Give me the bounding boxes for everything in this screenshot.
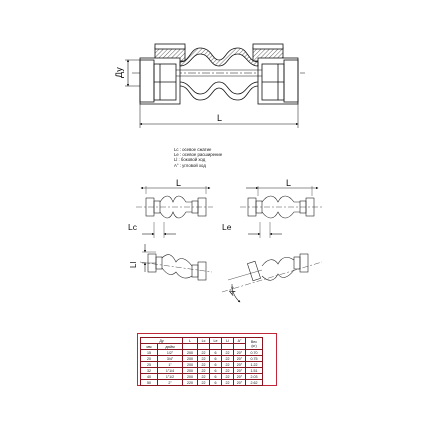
cell-weight: 2.03 <box>246 374 263 380</box>
cell-weight: 0.75 <box>246 356 263 362</box>
cell-lateral: 22 <box>222 356 234 362</box>
length-label-top: L <box>217 113 223 123</box>
header-weight: Вес (кг) <box>246 338 263 350</box>
cell-weight: 2.62 <box>246 380 263 386</box>
angular-label: A° <box>226 285 239 297</box>
compression-joint-sketch <box>136 186 213 238</box>
cell-angle: 20° <box>234 350 246 356</box>
cell-compression: 22 <box>198 374 210 380</box>
cell-compression: 22 <box>198 350 210 356</box>
legend-item-angular: A° : угловой ход <box>174 162 206 168</box>
cell-dn-inch: 1/2" <box>158 350 183 356</box>
subheader-inch: дюйм <box>158 344 183 350</box>
cell-extension: 6 <box>210 362 222 368</box>
spec-table <box>140 337 263 386</box>
cell-dn-inch: 1"1/2 <box>158 374 183 380</box>
legend-item-extension: Le : осевое расширение <box>174 152 223 158</box>
cell-extension: 6 <box>210 368 222 374</box>
header-dn: Ду <box>141 338 183 344</box>
length-label-right: L <box>286 178 292 188</box>
angular-joint-sketch <box>222 254 322 302</box>
cell-length: 220 <box>183 380 198 386</box>
legend-item-lateral: Ll : боковой ход <box>174 157 206 163</box>
extension-joint-sketch <box>240 186 322 238</box>
cell-lateral: 22 <box>222 380 234 386</box>
cell-angle: 20° <box>234 362 246 368</box>
cell-length: 200 <box>183 356 198 362</box>
joint-section-view <box>125 44 305 128</box>
header-angular: A° <box>234 338 246 344</box>
cell-dn-mm: 20 <box>141 356 158 362</box>
header-compression: Lc <box>198 338 210 344</box>
cell-compression: 22 <box>198 356 210 362</box>
length-label-left: L <box>176 178 182 188</box>
cell-dn-mm: 25 <box>141 362 158 368</box>
cell-angle: 20° <box>234 356 246 362</box>
table-row <box>141 380 263 386</box>
lateral-label: Ll <box>129 261 138 268</box>
compression-label: Lc <box>128 222 137 232</box>
cell-angle: 20° <box>234 374 246 380</box>
header-length: L <box>183 338 198 344</box>
header-lateral: Ll <box>222 338 234 344</box>
subheader-mm: мм <box>141 344 158 350</box>
cell-lateral: 22 <box>222 350 234 356</box>
cell-extension: 6 <box>210 380 222 386</box>
cell-angle: 20° <box>234 368 246 374</box>
cell-dn-inch: 2" <box>158 380 183 386</box>
cell-length: 200 <box>183 350 198 356</box>
cell-dn-mm: 40 <box>141 374 158 380</box>
cell-dn-inch: 3/4" <box>158 356 183 362</box>
cell-extension: 6 <box>210 356 222 362</box>
cell-lateral: 22 <box>222 368 234 374</box>
cell-compression: 22 <box>198 380 210 386</box>
cell-dn-mm: 50 <box>141 380 158 386</box>
movement-legend <box>174 147 222 168</box>
cell-extension: 6 <box>210 350 222 356</box>
cell-dn-inch: 1" <box>158 362 183 368</box>
cell-weight: 1.22 <box>246 362 263 368</box>
cell-compression: 22 <box>198 362 210 368</box>
cell-lateral: 22 <box>222 362 234 368</box>
cell-dn-mm: 32 <box>141 368 158 374</box>
cell-weight: 0.70 <box>246 350 263 356</box>
cell-dn-mm: 15 <box>141 350 158 356</box>
header-extension: Le <box>210 338 222 344</box>
cell-dn-inch: 1"1/4 <box>158 368 183 374</box>
dn-label: Ду <box>114 67 124 78</box>
cell-length: 200 <box>183 362 198 368</box>
motion-diagrams <box>136 186 322 302</box>
cell-compression: 22 <box>198 368 210 374</box>
cell-lateral: 22 <box>222 374 234 380</box>
lateral-joint-sketch <box>140 244 212 280</box>
cell-angle: 20° <box>234 380 246 386</box>
cell-weight: 1.51 <box>246 368 263 374</box>
extension-label: Le <box>222 222 232 232</box>
cell-extension: 6 <box>210 374 222 380</box>
cell-length: 200 <box>183 374 198 380</box>
cell-length: 200 <box>183 368 198 374</box>
legend-item-compression: Lc : осевое сжатие <box>174 147 212 152</box>
